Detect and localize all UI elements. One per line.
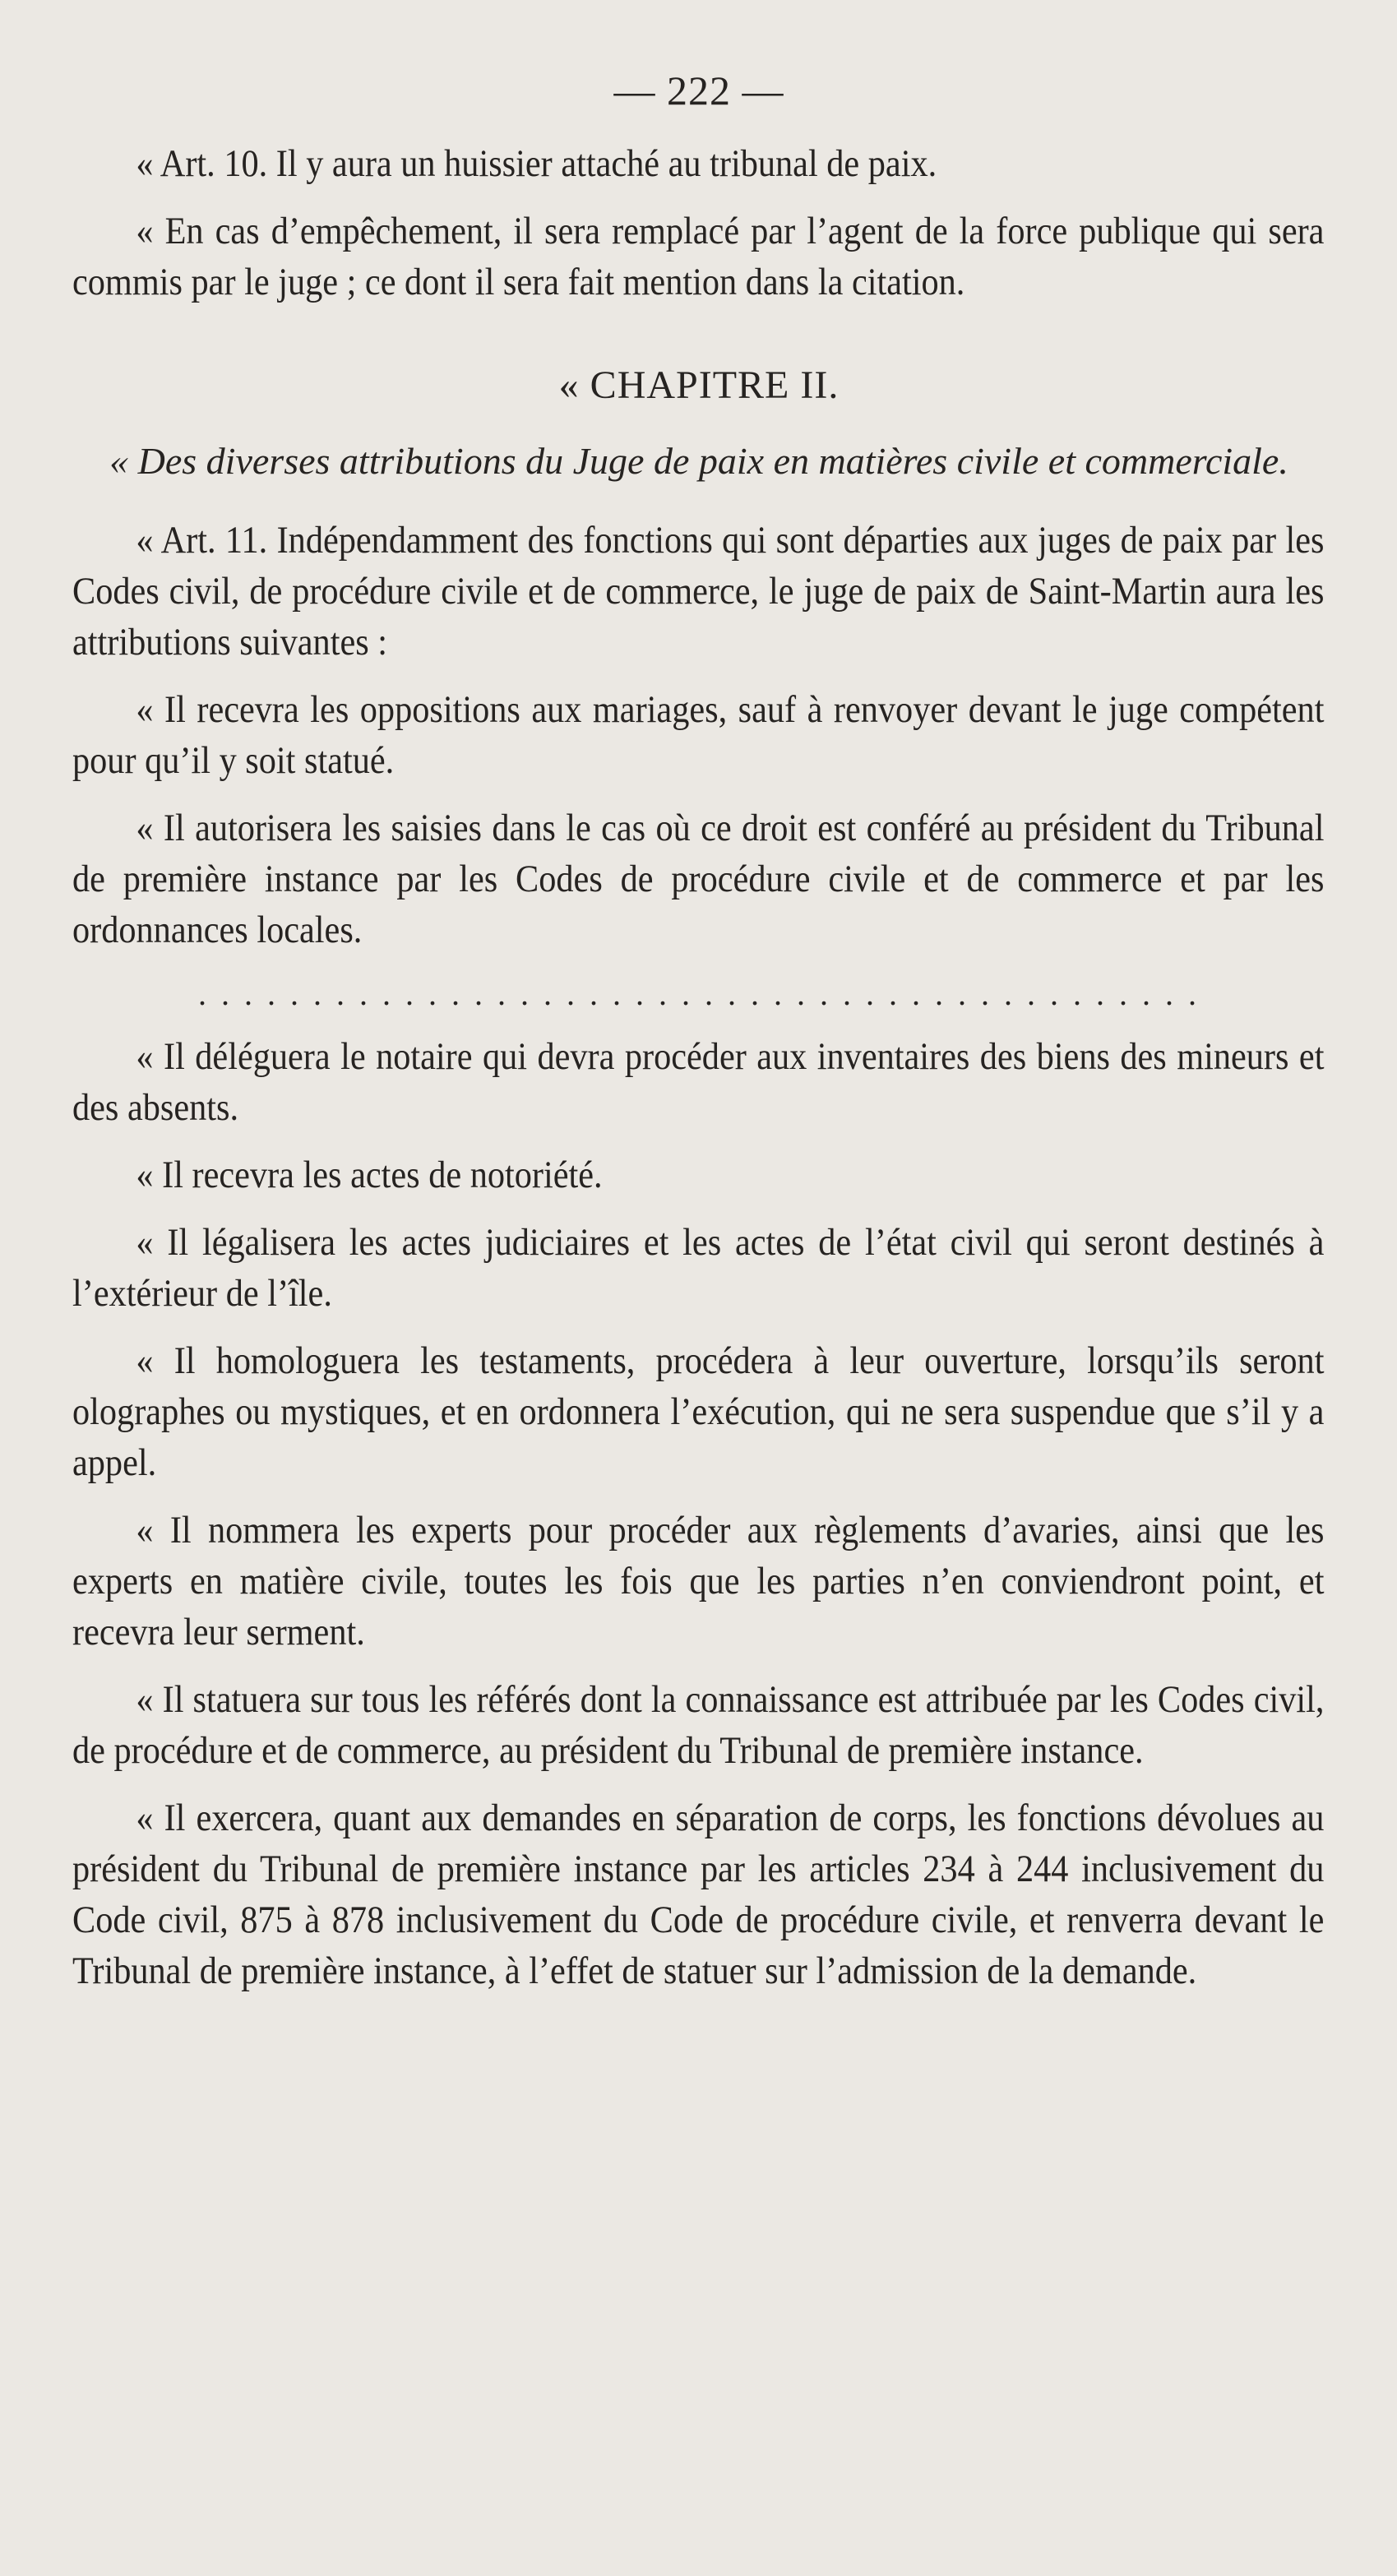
paragraph-legalisation: « Il légalisera les actes judiciaires et les actes de l’état civil qui seront destinés à l’extérieur de l’île.: [72, 1221, 1325, 1315]
paragraph-saisies: « Il autorisera les saisies dans le cas où ce droit est conféré au président du Tribunal de première instance par les Codes de procédure civile et de commerce et par les ordonnances locales.: [72, 807, 1325, 951]
paragraph-notaire: « Il déléguera le notaire qui devra procéder aux inventaires des biens des mineurs et des absents.: [72, 1035, 1325, 1129]
paragraph-oppositions: « Il recevra les oppositions aux mariages, sauf à renvoyer devant le juge compétent pour qu’il y soit statué.: [72, 688, 1325, 782]
paragraph-testaments: « Il homologuera les testaments, procédera à leur ouverture, lorsqu’ils seront olographes ou mystiques, et en ordonnera l’exécution, qui ne sera suspendue que s’il y a appel.: [72, 1339, 1325, 1484]
page-number: — 222 —: [613, 67, 784, 113]
paragraph-experts: « Il nommera les experts pour procéder aux règlements d’avaries, ainsi que les experts en matière civile, toutes les fois que les parties n’en conviendront point, et recevra leur serment.: [72, 1509, 1325, 1653]
paragraph-art-11: « Art. 11. Indépendamment des fonctions qui sont départies aux juges de paix par les Codes civil, de procédure civile et de commerce, le juge de paix de Saint-Martin aura les attributions suivantes :: [72, 519, 1325, 664]
page-text: [72, 64, 1325, 1996]
chapter-title: « Des diverses attributions du Juge de paix en matières civile et commerciale.: [109, 440, 1288, 482]
paragraph-art-10: « Art. 10. Il y aura un huissier attaché au tribunal de paix.: [136, 142, 937, 185]
paragraph-notoriete: « Il recevra les actes de notoriété.: [136, 1154, 603, 1196]
chapter-heading: « CHAPITRE II.: [558, 363, 840, 407]
ellipsis-separator: . . . . . . . . . . . . . . . . . . . . . . . . . . . . . . . . . . . . . . . . . . . .: [198, 975, 1200, 1012]
paragraph-empechement: « En cas d’empêchement, il sera remplacé par l’agent de la force publique qui sera commis par le juge ; ce dont il sera fait mention dans la citation.: [72, 210, 1325, 303]
paragraph-separation: « Il exercera, quant aux demandes en séparation de corps, les fonctions dévolues au président du Tribunal de première instance par les articles 234 à 244 inclusivement du Code civil, 875 à 878 inclusivement du Code de procédure civile, et renverra devant le Tribunal de première instance, à l’effet de statuer sur l’admission de la demande.: [72, 1797, 1325, 1992]
paragraph-referes: « Il statuera sur tous les référés dont la connaissance est attribuée par les Codes civil, de procédure et de commerce, au président du Tribunal de première instance.: [72, 1678, 1325, 1772]
